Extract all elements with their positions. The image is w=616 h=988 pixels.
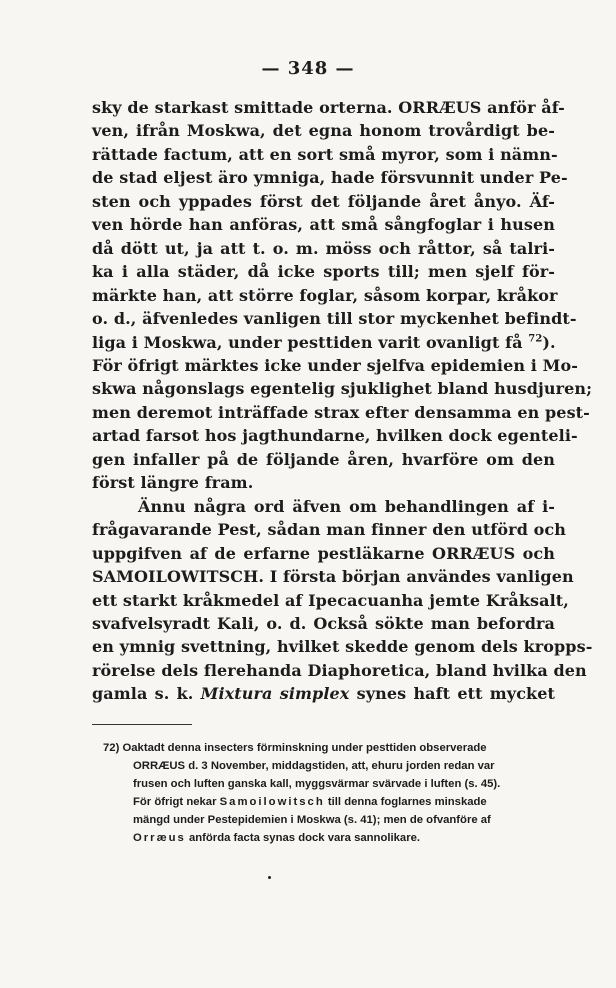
- remedy-name: Mixtura simplex: [200, 684, 350, 704]
- author-name-orraeus: ORRÆUS: [398, 98, 482, 117]
- author-name-orraeus: ORRÆUS: [133, 760, 186, 773]
- body-text: [92, 96, 593, 706]
- text-line: o. d., äfvenledes vanligen till stor myckenhet befindt-: [92, 309, 577, 329]
- text-line: uppgifven af de erfarne pestläkarne ORRÆUS och: [92, 543, 555, 563]
- author-name-orraeus: ORRÆUS: [432, 543, 516, 563]
- text-line: ka i alla städer, då icke sports till; men sjelf för-: [92, 262, 555, 282]
- text-line: sky de starkast smittade orterna. ORRÆUS anför åf-: [92, 98, 565, 117]
- text-line: SAMOILOWITSCH. I första början användes vanligen: [92, 567, 574, 587]
- text-line: Ännu några ord äfven om behandlingen af i-: [138, 496, 555, 516]
- footnote-divider: [92, 724, 192, 725]
- footnote: [103, 739, 555, 848]
- text-line: skwa någonslags egentelig sjuklighet bland husdjuren;: [92, 379, 593, 399]
- text-line: ven hörde han anföras, att små sångfoglar i husen: [92, 215, 555, 235]
- text-line: För öfrigt märktes icke under sjelfva epidemien i Mo-: [92, 355, 578, 375]
- text-line: men deremot inträffade strax efter densamma en pest-: [92, 402, 590, 422]
- footnote-line: För öfrigt nekar Samoilowitsch till denna foglarnes minskade: [133, 796, 487, 809]
- author-name-samoilowitsch: SAMOILOWITSCH: [92, 567, 259, 587]
- text-line: rättade factum, att en sort små myror, som i nämn-: [92, 144, 558, 164]
- footnote-line: 72) Oaktadt denna insecters förminskning under pesttiden observerade: [103, 742, 487, 754]
- text-line: sten och yppades först det följande året ånyo. Äf-: [92, 191, 555, 211]
- page-number: — 348 —: [261, 58, 355, 79]
- text-line: svafvelsyradt Kali, o. d. Också sökte man befordra: [92, 613, 555, 633]
- footnote-line: mängd under Pestepidemien i Moskwa (s. 41); men de ofvanföre af: [133, 814, 491, 827]
- author-name-orraeus: Orræus: [133, 832, 186, 845]
- text-line: frågavarande Pest, sådan man finner den utförd och: [92, 520, 567, 540]
- text-line: ven, ifrån Moskwa, det egna honom trovårdigt be-: [92, 121, 555, 141]
- text-line: en ymnig svettning, hvilket skedde genom dels kropps-: [92, 637, 593, 657]
- text-line: artad farsot hos jagthundarne, hvilken dock egenteli-: [92, 426, 578, 446]
- author-name-samoilowitsch: Samoilowitsch: [219, 796, 325, 809]
- text-line: märkte han, att större foglar, såsom korpar, kråkor: [92, 285, 558, 305]
- ink-speck: [268, 876, 271, 879]
- text-line: då dött ut, ja att t. o. m. möss och råttor, så talri-: [92, 238, 555, 258]
- footnote-line: Orræus anförda facta synas dock vara sannolikare.: [133, 832, 421, 845]
- text-line: ett starkt kråkmedel af Ipecacuanha jemte Kråksalt,: [92, 590, 569, 610]
- footnote-marker[interactable]: 72: [528, 333, 543, 345]
- text-line: rörelse dels flerehanda Diaphoretica, bland hvilka den: [92, 660, 587, 680]
- text-line: gamla s. k. Mixtura simplex synes haft ett mycket: [92, 684, 556, 704]
- text-line: liga i Moskwa, under pesttiden varit ovanligt få $^{72}$).: [92, 332, 556, 352]
- text-line: först längre fram.: [92, 473, 254, 493]
- footnote-line: frusen och luften ganska kall, myggsvärmar svärvade i luften (s. 45).: [133, 778, 501, 791]
- text-line: de stad eljest äro ymniga, hade försvunnit under Pe-: [92, 168, 568, 188]
- text-line: gen infaller på de följande åren, hvarföre om den: [92, 449, 555, 469]
- footnote-line: ORRÆUS d. 3 November, middagstiden, att, ehuru jorden redan var: [133, 760, 495, 773]
